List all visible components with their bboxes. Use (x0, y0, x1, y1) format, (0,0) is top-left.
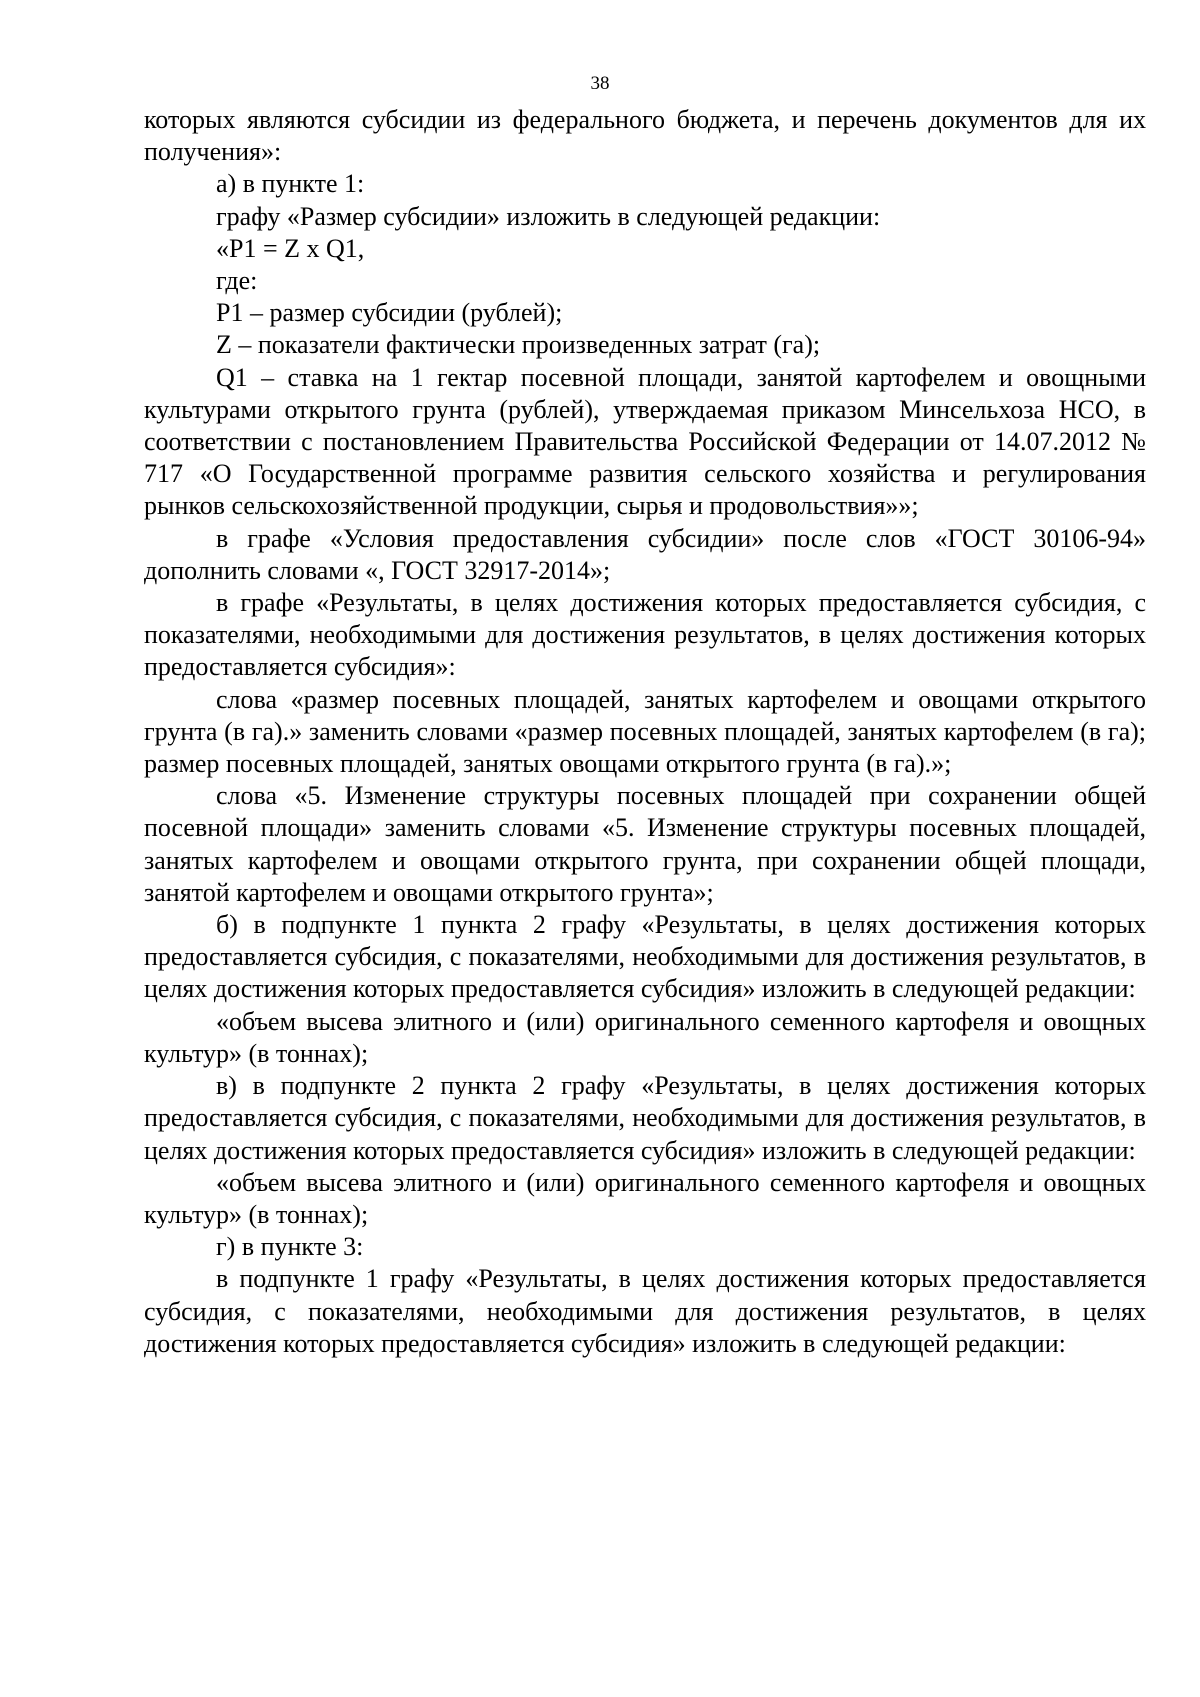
definition: Q1 – ставка на 1 гектар посевной площади, занятой картофелем и овощными культурами открытого грунта (рублей), утверждаемая приказом Минсельхоза НСО, в соответствии с постановлением Правительства Российской Федерации от 14.07.2012 № 717 «О Государственной программе развития сельского хозяйства и регулирования рынков сельскохозяйственной продукции, сырья и продовольствия»»; (144, 362, 1146, 521)
paragraph: «объем высева элитного и (или) оригинального семенного картофеля и овощных культур» (в тоннах); (144, 1006, 1146, 1068)
paragraph: слова «размер посевных площадей, занятых картофелем и овощами открытого грунта (в га).» заменить словами «размер посевных площадей, занятых картофелем (в га); размер посевных площадей, занятых овощами открытого грунта (в га).»; (144, 684, 1146, 779)
page-number: 38 (590, 73, 610, 94)
definition: P1 – размер субсидии (рублей); (216, 298, 563, 328)
paragraph: которых являются субсидии из федерального бюджета, и перечень документов для их получения»: (144, 105, 1146, 167)
paragraph: в графе «Результаты, в целях достижения которых предоставляется субсидия, с показателями, необходимыми для достижения результатов, в целях достижения которых предоставляется субсидия»: (144, 588, 1146, 682)
paragraph: г) в пункте 3: (216, 1232, 364, 1262)
paragraph: где: (216, 266, 258, 296)
paragraph: в графе «Условия предоставления субсидии» после слов «ГОСТ 30106-94» дополнить словами «, ГОСТ 32917-2014»; (144, 523, 1146, 585)
paragraph: слова «5. Изменение структуры посевных площадей при сохранении общей посевной площади» заменить словами «5. Изменение структуры посевных площадей, занятых картофелем и овощами открытого грунта, при сохранении общей площади, занятой картофелем и овощами открытого грунта»; (144, 781, 1146, 907)
paragraph: «объем высева элитного и (или) оригинального семенного картофеля и овощных культур» (в тоннах); (144, 1167, 1146, 1229)
paragraph: графу «Размер субсидии» изложить в следующей редакции: (216, 201, 881, 231)
paragraph: в) в подпункте 2 пункта 2 графу «Результаты, в целях достижения которых предоставляется субсидия, с показателями, необходимыми для достижения результатов, в целях достижения которых предоставляется субсидия» изложить в следующей редакции: (144, 1071, 1146, 1165)
definition: Z – показатели фактически произведенных затрат (га); (216, 330, 821, 360)
paragraph: а) в пункте 1: (216, 169, 365, 199)
formula: «P1 = Z x Q1, (216, 233, 365, 263)
paragraph: в подпункте 1 графу «Результаты, в целях достижения которых предоставляется субсидия, с показателями, необходимыми для достижения результатов, в целях достижения которых предоставляется субсидия» изложить в следующей редакции: (144, 1264, 1146, 1358)
document-body (144, 104, 1146, 1360)
paragraph: б) в подпункте 1 пункта 2 графу «Результаты, в целях достижения которых предоставляется субсидия, с показателями, необходимыми для достижения результатов, в целях достижения которых предоставляется субсидия» изложить в следующей редакции: (144, 910, 1146, 1004)
